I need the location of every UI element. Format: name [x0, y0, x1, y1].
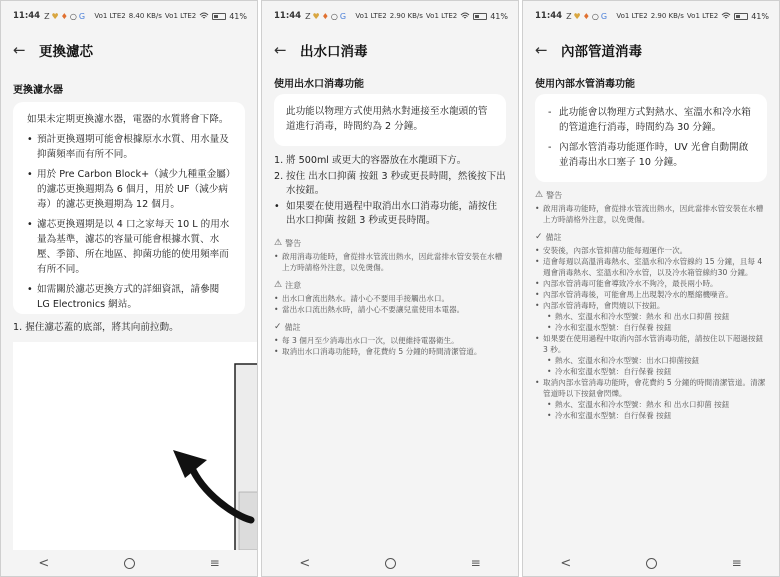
network-label-2: Vo1 LTE2: [686, 12, 719, 20]
speed-label: 8.40 KB/s: [128, 12, 162, 20]
battery-icon: [473, 13, 487, 20]
notes-block: [535, 183, 769, 421]
speed-label: 2.90 KB/s: [389, 12, 423, 20]
note-subitem: • 熱水、室溫水和冷水型號：熱水 和 出水口抑菌 按鈕: [535, 311, 769, 322]
page-title: 內部管道消毒: [561, 44, 642, 60]
card-list: [25, 132, 233, 312]
page-title: 出水口消毒: [300, 44, 368, 60]
status-icon-heart: ♥: [312, 11, 320, 21]
status-icon-diamond: ♦: [582, 11, 590, 21]
system-nav-bar: [1, 550, 257, 576]
status-bar: [13, 9, 247, 23]
note-heading: ✓ 備註: [535, 232, 562, 242]
status-icon-diamond: ♦: [321, 11, 329, 21]
list-item: - 內部水管消毒功能運作時，UV 光會自動開啟並消毒出水口塞子 10 分鐘。: [547, 140, 755, 170]
network-label: Vo1 LTE2: [616, 12, 648, 20]
nav-home-icon[interactable]: [385, 558, 396, 569]
section-title: 更換濾水器: [13, 85, 63, 96]
note-subitem: • 冷水和室溫水型號：自行保養 按鈕: [535, 410, 769, 421]
battery-percent: 41%: [490, 11, 508, 21]
note-item: • 內部水管消毒時，會閃燒以下按鈕。: [535, 300, 769, 311]
page-header: [13, 39, 247, 61]
battery-icon: [212, 13, 226, 20]
status-right: [616, 12, 769, 21]
phone-screen-filter: [0, 0, 258, 577]
caution-triangle-icon: ⚠: [274, 280, 283, 290]
page-title: 更換濾芯: [39, 44, 93, 60]
list-item: • 用於 Pre Carbon Block+（減少九種重金屬）的濾芯更換週期為 6 個月，用於 UF（減少病毒）的濾芯更換週期為 12 個月。: [25, 167, 233, 212]
notes-block: [274, 231, 508, 357]
info-card: [535, 94, 767, 182]
wifi-icon: [721, 12, 731, 20]
note-item: • 取消內部水管消毒功能時，會花費約 5 分鐘的時間清潔管道。清潔管道時以下按鈕會閃爍。: [535, 377, 769, 399]
system-nav-bar: [262, 550, 518, 576]
step-item: 1. 將 500ml 或更大的容器放在水龍頭下方。: [274, 155, 467, 166]
phone-screen-outlet: [261, 0, 519, 577]
status-time: 11:44: [274, 11, 302, 21]
card-text: 此功能以物理方式使用熱水對連接至水龍頭的管道進行消毒，時間約為 2 分鐘。: [286, 106, 488, 132]
status-icon-z: Z: [305, 11, 311, 21]
status-icon-g: G: [78, 11, 86, 21]
info-card: [274, 94, 506, 146]
note-heading: ✓ 備註: [274, 322, 301, 332]
filter-illustration: [13, 342, 257, 552]
status-icon-circle: ○: [330, 11, 338, 21]
battery-percent: 41%: [751, 11, 769, 21]
note-subitem: • 熱水、室溫水和冷水型號：出水口抑菌按鈕: [535, 355, 769, 366]
nav-menu-icon[interactable]: ≡: [209, 556, 220, 570]
status-icon-g: G: [339, 11, 347, 21]
checkmark-icon: ✓: [535, 232, 543, 242]
steps-list: [274, 154, 506, 230]
status-icon-circle: ○: [69, 11, 77, 21]
card-intro: 如果未定期更換濾水器，電器的水質將會下降。: [27, 114, 229, 125]
status-icon-z: Z: [44, 11, 50, 21]
battery-icon: [734, 13, 748, 20]
nav-back-icon[interactable]: <: [38, 555, 50, 571]
nav-back-icon[interactable]: <: [560, 555, 572, 571]
battery-percent: 41%: [229, 11, 247, 21]
section-title: 使用內部水管消毒功能: [535, 79, 635, 90]
wifi-icon: [460, 12, 470, 20]
status-time: 11:44: [535, 11, 563, 21]
system-nav-bar: [523, 550, 779, 576]
nav-back-icon[interactable]: <: [299, 555, 311, 571]
warning-triangle-icon: ⚠: [274, 238, 283, 248]
network-label: Vo1 LTE2: [355, 12, 387, 20]
section-title: 使用出水口消毒功能: [274, 79, 364, 90]
caution-item: • 當出水口流出熱水時，請小心不要讓兒童使用本電器。: [274, 304, 508, 315]
note-subitem: • 冷水和室溫水型號：自行保養 按鈕: [535, 322, 769, 333]
status-right: [355, 12, 508, 21]
card-list: [547, 105, 755, 170]
note-item: • 如果要在使用過程中取消內部水管消毒功能，請按住以下超過按鈕 3 秒。: [535, 333, 769, 355]
status-icon-heart: ♥: [573, 11, 581, 21]
page-header: [274, 39, 508, 61]
caution-item: • 出水口會流出熱水。請小心不要用手接觸出水口。: [274, 293, 508, 304]
nav-menu-icon[interactable]: ≡: [731, 556, 742, 570]
status-time: 11:44: [13, 11, 41, 21]
speed-label: 2.90 KB/s: [650, 12, 684, 20]
network-label-2: Vo1 LTE2: [425, 12, 458, 20]
nav-home-icon[interactable]: [124, 558, 135, 569]
back-arrow-icon[interactable]: ←: [535, 41, 548, 59]
note-item: • 這會每週以高溫消毒熱水、室溫水和冷水管線約 15 分鐘，且每 4 週會消毒熱水、室溫水和冷水管，以及冷水箱管線約30 分鐘。: [535, 256, 769, 278]
warning-triangle-icon: ⚠: [535, 190, 544, 200]
list-item: • 預計更換週期可能會根據原水水質、用水量及抑菌頻率而有所不同。: [25, 132, 233, 162]
warning-item: • 啟用消毒功能時，會從排水管流出熱水，因此當排水管安裝在水槽上方時請格外注意，以免燙傷。: [274, 251, 508, 273]
network-label-2: Vo1 LTE2: [164, 12, 197, 20]
checkmark-icon: ✓: [274, 322, 282, 332]
warning-item: • 啟用消毒功能時，會從排水管流出熱水，因此當排水管安裝在水槽上方時請格外注意，以免燙傷。: [535, 203, 769, 225]
note-item: • 每 3 個月至少消毒出水口一次，以便維持電器衛生。: [274, 335, 508, 346]
status-icon-diamond: ♦: [60, 11, 68, 21]
note-subitem: • 冷水和室溫水型號：自行保養 按鈕: [535, 366, 769, 377]
wifi-icon: [199, 12, 209, 20]
back-arrow-icon[interactable]: ←: [13, 41, 26, 59]
back-arrow-icon[interactable]: ←: [274, 41, 287, 59]
note-item: • 取消出水口消毒功能時，會花費約 5 分鐘的時間清潔管道。: [274, 346, 508, 357]
step-text: 1. 握住濾芯蓋的底部，將其向前拉動。: [13, 322, 179, 333]
step-item: 2. 按住 出水口抑菌 按鈕 3 秒或更長時間，然後按下出水按鈕。: [274, 171, 506, 196]
warning-heading: ⚠ 警告: [535, 190, 563, 200]
status-bar: [274, 9, 508, 23]
list-item: • 如需關於濾芯更換方式的詳細資訊，請參閱 LG Electronics 網站。: [25, 282, 233, 312]
note-item: • 內部水管消毒可能會導致冷水不夠冷，最長兩小時。: [535, 278, 769, 289]
status-icon-z: Z: [566, 11, 572, 21]
status-icon-heart: ♥: [51, 11, 59, 21]
step-item: • 如果要在使用過程中取消出水口消毒功能，請按住出水口抑菌 按鈕 3 秒或更長時間。: [274, 201, 498, 226]
list-item: • 濾芯更換週期是以 4 口之家每天 10 L 的用水量為基準，濾芯的容量可能會根據水質、水壓、季節、所在地區、抑菌功能的使用頻率而有所不同。: [25, 217, 233, 277]
arrow-head-icon: [173, 450, 207, 478]
note-item: • 內部水管消毒後，可能會馬上出現製冷水的壓縮機噪音。: [535, 289, 769, 300]
instruction-illustration: [13, 342, 257, 552]
note-item: • 安裝後，內部水管抑菌功能每週運作一次。: [535, 245, 769, 256]
phone-screen-pipe: [522, 0, 780, 577]
nav-menu-icon[interactable]: ≡: [470, 556, 481, 570]
status-icon-g: G: [600, 11, 608, 21]
status-bar: [535, 9, 769, 23]
list-item: - 此功能會以物理方式對熱水、室溫水和冷水箱的管道進行消毒，時間約為 30 分鐘。: [547, 105, 755, 135]
nav-home-icon[interactable]: [646, 558, 657, 569]
status-icon-circle: ○: [591, 11, 599, 21]
status-right: [94, 12, 247, 21]
network-label: Vo1 LTE2: [94, 12, 126, 20]
page-header: [535, 39, 769, 61]
warning-heading: ⚠ 警告: [274, 238, 302, 248]
caution-heading: ⚠ 注意: [274, 280, 302, 290]
info-card: [13, 102, 245, 314]
note-subitem: • 熱水、室溫水和冷水型號：熱水 和 出水口抑菌 按鈕: [535, 399, 769, 410]
